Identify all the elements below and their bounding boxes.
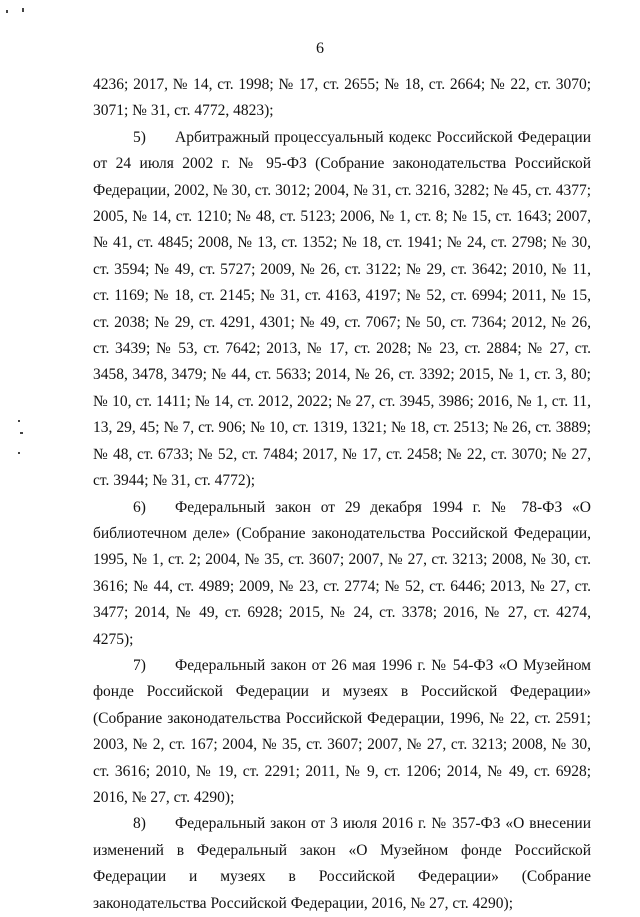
item-number: 5) <box>133 128 146 146</box>
page-number: 6 <box>316 40 324 57</box>
list-item-6 <box>93 495 591 653</box>
paragraph-text: 4236; 2017, № 14, ст. 1998; № 17, ст. 2655; № 18, ст. 2664; № 22, ст. 3070; 3071; № 31, ст. 4772, 4823); <box>93 76 591 120</box>
list-item-5 <box>93 125 591 495</box>
scan-dot <box>6 10 8 13</box>
scan-dot <box>20 432 23 434</box>
item-number: 7) <box>133 656 146 674</box>
scan-dot <box>22 8 24 12</box>
paragraph-text: Федеральный закон от 3 июля 2016 г. № 357-ФЗ «О внесении изменений в Федеральный закон «О Музейном фонде Российской Федерации и музеях в Российской Федерации» (Собрание законодательства Российской Федерации, 2016, № 27, ст. 4290); <box>93 815 591 912</box>
list-item-8 <box>93 811 591 917</box>
item-number: 8) <box>133 815 146 833</box>
scan-dot <box>18 420 20 422</box>
paragraph-text: Федеральный закон от 29 декабря 1994 г. № 78-ФЗ «О библиотечном деле» (Собрание законодательства Российской Федерации, 1995, № 1, ст. 2; 2004, № 35, ст. 3607; 2007, № 27, ст. 3213; 2008, № 30, ст. 3616; № 44, ст. 4989; 2009, № 23, ст. 2774; № 52, ст. 6446; 2013, № 27, ст. 3477; 2014, № 49, ст. 6928; 2015, № 24, ст. 3378; 2016, № 27, ст. 4274, 4275); <box>93 498 591 648</box>
item-number: 6) <box>133 498 146 516</box>
paragraph-text: Федеральный закон от 26 мая 1996 г. № 54-ФЗ «О Музейном фонде Российской Федерации и музеях в Российской Федерации» (Собрание законодательства Российской Федерации, 1996, № 22, ст. 2591; 2003, № 2, ст. 167; 2004, № 35, ст. 3607; 2007, № 27, ст. 3213; 2008, № 30, ст. 3616; 2010, № 19, ст. 2291; 2011, № 9, ст. 1206; 2014, № 49, ст. 6928; 2016, № 27, ст. 4290); <box>93 656 591 806</box>
scan-dot <box>18 452 20 454</box>
document-body <box>93 72 591 917</box>
paragraph-text: Арбитражный процессуальный кодекс Российской Федерации от 24 июля 2002 г. № 95-ФЗ (Собрание законодательства Российской Федерации, 2002, № 30, ст. 3012; 2004, № 31, ст. 3216, 3282; № 45, ст. 4377; 2005, № 14, ст. 1210; № 48, ст. 5123; 2006, № 1, ст. 8; № 15, ст. 1643; 2007, № 41, ст. 4845; 2008, № 13, ст. 1352; № 18, ст. 1941; № 24, ст. 2798; № 30, ст. 3594; № 49, ст. 5727; 2009, № 26, ст. 3122; № 29, ст. 3642; 2010, № 11, ст. 1169; № 18, ст. 2145; № 31, ст. 4163, 4197; № 52, ст. 6994; 2011, № 15, ст. 2038; № 29, ст. 4291, 4301; № 49, ст. 7067; № 50, ст. 7364; 2012, № 26, ст. 3439; № 53, ст. 7642; 2013, № 17, ст. 2028; № 23, ст. 2884; № 27, ст. 3458, 3478, 3479; № 44, ст. 5633; 2014, № 26, ст. 3392; 2015, № 1, ст. 3, 80; № 10, ст. 1411; № 14, ст. 2012, 2022; № 27, ст. 3945, 3986; 2016, № 1, ст. 11, 13, 29, 45; № 7, ст. 906; № 10, ст. 1319, 1321; № 18, ст. 2513; № 26, ст. 3889; № 48, ст. 6733; № 52, ст. 7484; 2017, № 17, ст. 2458; № 22, ст. 3070; № 27, ст. 3944; № 31, ст. 4772); <box>93 128 591 490</box>
list-item-7 <box>93 653 591 811</box>
paragraph-continuation <box>93 72 591 125</box>
